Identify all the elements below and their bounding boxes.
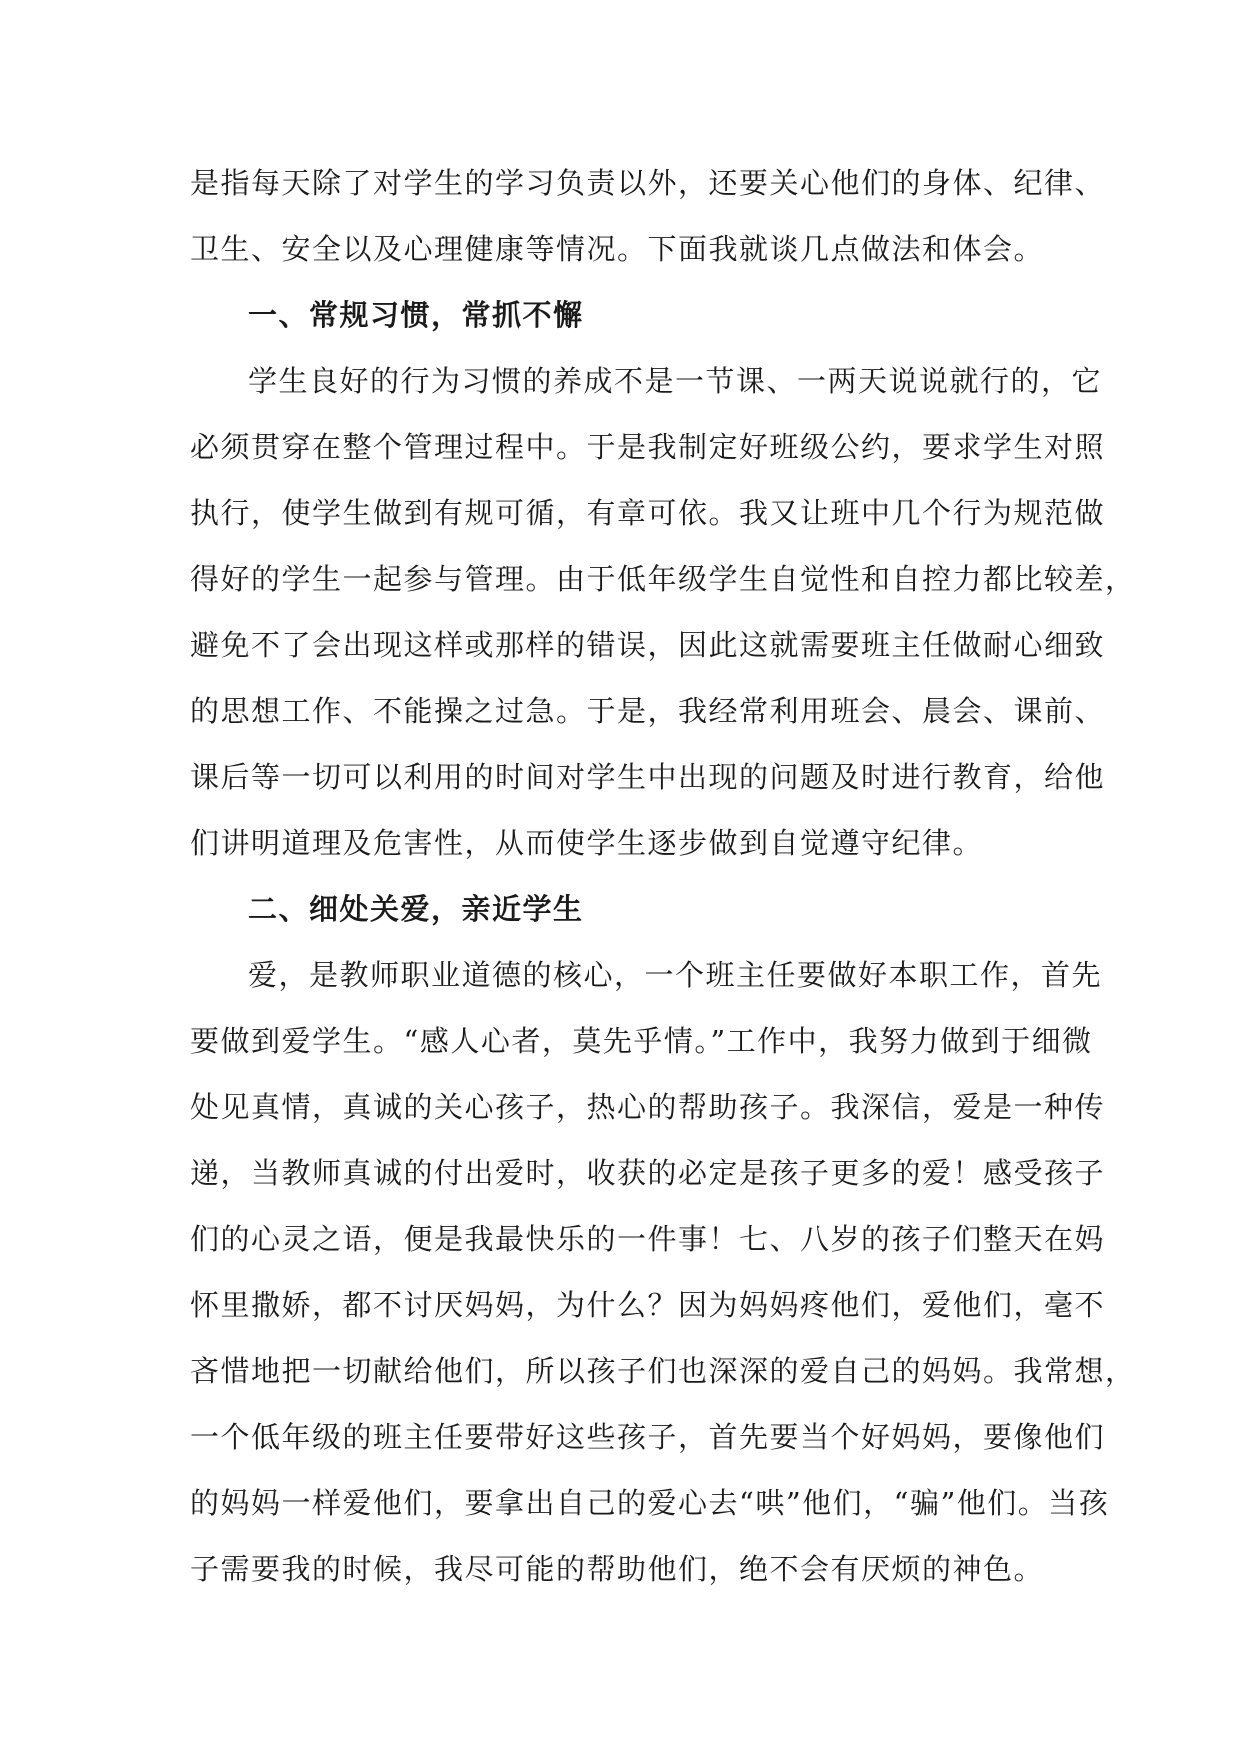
document-body bbox=[190, 150, 1136, 1602]
paragraph-habits bbox=[190, 348, 1136, 876]
paragraph-intro bbox=[190, 150, 1106, 282]
text-line: 吝惜地把一切献给他们，所以孩子们也深深的爱自己的妈妈。我常想， bbox=[190, 1354, 1136, 1388]
text-line: 一个低年级的班主任要带好这些孩子，首先要当个好妈妈，要像他们 bbox=[190, 1420, 1106, 1454]
text-line: 是指每天除了对学生的学习负责以外，还要关心他们的身体、纪律、 bbox=[190, 166, 1106, 200]
text-line: 卫生、安全以及心理健康等情况。下面我就谈几点做法和体会。 bbox=[190, 232, 1045, 266]
text-line: 执行，使学生做到有规可循，有章可依。我又让班中几个行为规范做 bbox=[190, 496, 1106, 530]
text-line: 们讲明道理及危害性，从而使学生逐步做到自觉遵守纪律。 bbox=[190, 826, 984, 860]
text-line: 们的心灵之语，便是我最快乐的一件事！七、八岁的孩子们整天在妈 bbox=[190, 1222, 1106, 1256]
text-line: 避免不了会出现这样或那样的错误，因此这就需要班主任做耐心细致 bbox=[190, 628, 1106, 662]
text-line: 必须贯穿在整个管理过程中。于是我制定好班级公约，要求学生对照 bbox=[190, 430, 1106, 464]
text-line: 的思想工作、不能操之过急。于是，我经常利用班会、晨会、课前、 bbox=[190, 694, 1106, 728]
text-line: 怀里撒娇，都不讨厌妈妈，为什么？因为妈妈疼他们，爱他们，毫不 bbox=[190, 1288, 1106, 1322]
text-line: 子需要我的时候，我尽可能的帮助他们，绝不会有厌烦的神色。 bbox=[190, 1552, 1045, 1586]
text-line: 爱，是教师职业道德的核心，一个班主任要做好本职工作，首先 bbox=[248, 958, 1103, 992]
paragraph-care bbox=[190, 942, 1136, 1602]
text-line: 得好的学生一起参与管理。由于低年级学生自觉性和自控力都比较差， bbox=[190, 562, 1136, 596]
text-line: 的妈妈一样爱他们，要拿出自己的爱心去“哄”他们，“骗”他们。当孩 bbox=[190, 1486, 1110, 1520]
section-heading-1: 一、常规习惯，常抓不懈 bbox=[248, 298, 584, 332]
text-line: 递，当教师真诚的付出爱时，收获的必定是孩子更多的爱！感受孩子 bbox=[190, 1156, 1106, 1190]
text-line: 处见真情，真诚的关心孩子，热心的帮助孩子。我深信，爱是一种传 bbox=[190, 1090, 1106, 1124]
text-line: 学生良好的行为习惯的养成不是一节课、一两天说说就行的，它 bbox=[248, 364, 1103, 398]
text-line: 要做到爱学生。“感人心者，莫先乎情。”工作中，我努力做到于细微 bbox=[190, 1024, 1093, 1058]
section-heading-2: 二、细处关爱，亲近学生 bbox=[248, 892, 584, 926]
text-line: 课后等一切可以利用的时间对学生中出现的问题及时进行教育，给他 bbox=[190, 760, 1106, 794]
